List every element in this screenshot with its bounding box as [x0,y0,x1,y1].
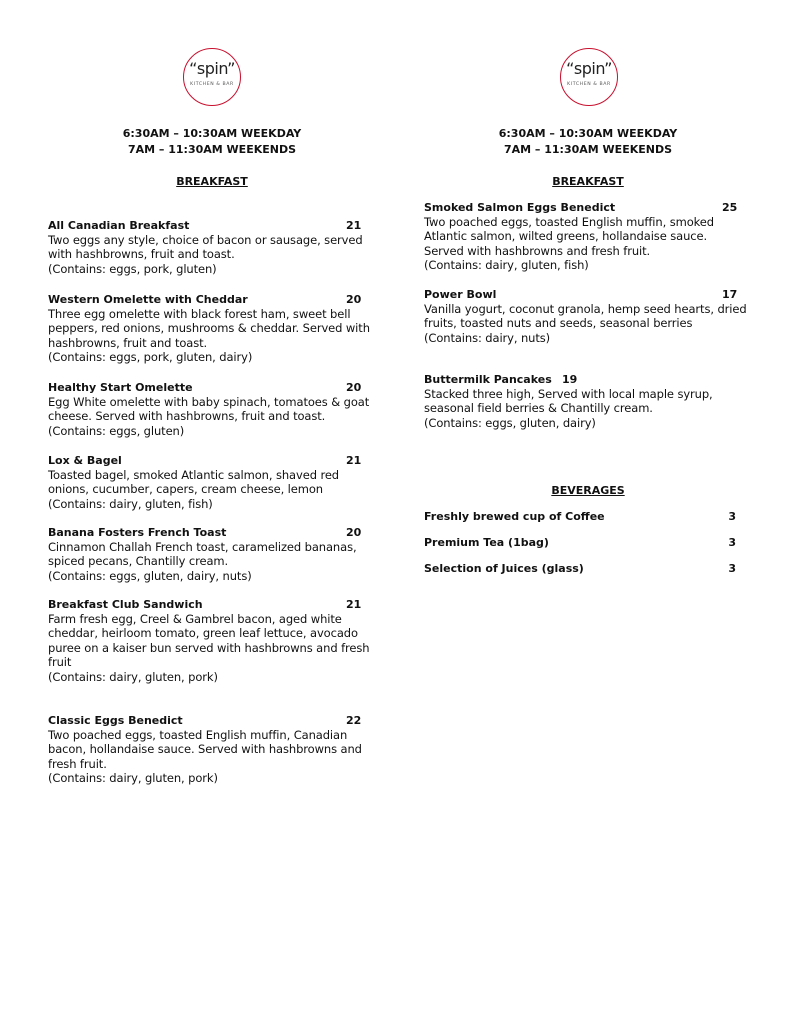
item-price: 21 [346,454,362,467]
item-desc: Two poached eggs, toasted English muffin, smoked Atlantic salmon, wilted greens, hollandaise sauce. Served with hashbrowns and fresh fruit. (Contains: dairy, gluten, fish) [424,215,714,273]
item-name: Banana Fosters French Toast [48,526,227,539]
menu-item [48,714,378,786]
item-name: All Canadian Breakfast [48,219,190,232]
section-breakfast-right: BREAKFAST [552,175,624,188]
item-name: Lox & Bagel [48,454,122,467]
item-name: Smoked Salmon Eggs Benedict [424,201,616,214]
hours-left [92,126,332,158]
beverage-row [424,510,736,523]
item-desc: Farm fresh egg, Creel & Gambrel bacon, aged white cheddar, heirloom tomato, green leaf lettuce, avocado puree on a kaiser bun served with hashbrowns and fresh fruit (Contains: dairy, gluten, pork) [48,612,370,684]
item-desc: Vanilla yogurt, coconut granola, hemp seed hearts, dried fruits, toasted nuts and seeds, seasonal berries (Contains: dairy, nuts) [424,302,747,345]
item-desc: Toasted bagel, smoked Atlantic salmon, shaved red onions, cucumber, capers, cream cheese, lemon (Contains: dairy, gluten, fish) [48,468,339,511]
menu-item [48,526,378,583]
item-desc: Cinnamon Challah French toast, caramelized bananas, spiced pecans, Chantilly cream. (Contains: eggs, gluten, dairy, nuts) [48,540,357,583]
item-desc: Two poached eggs, toasted English muffin, Canadian bacon, hollandaise sauce. Served with hashbrowns and fresh fruit. (Contains: dairy, gluten, pork) [48,728,362,786]
menu-item [424,288,754,345]
item-name: Western Omelette with Cheddar [48,293,248,306]
beverage-row [424,562,736,575]
section-breakfast-left: BREAKFAST [176,175,248,188]
menu-item [48,381,378,438]
item-desc: Three egg omelette with black forest ham, sweet bell peppers, red onions, mushrooms & cheddar. Served with hashbrowns, fruit and toast. (Contains: eggs, pork, gluten, dairy) [48,307,370,365]
menu-item [48,598,378,684]
item-price: 20 [346,381,362,394]
menu-item [48,293,378,365]
item-price: 22 [346,714,362,727]
beverage-price: 3 [728,562,736,575]
beverage-price: 3 [728,510,736,523]
item-name: Healthy Start Omelette [48,381,193,394]
hours-weekend: 7AM – 11:30AM WEEKENDS [127,143,297,156]
hours-right [468,126,708,158]
beverage-row [424,536,736,549]
item-name: Power Bowl [424,288,497,301]
item-name: Classic Eggs Benedict [48,714,183,727]
logo-word: “spin” [189,59,235,78]
item-price: 20 [346,526,362,539]
item-name: Breakfast Club Sandwich [48,598,203,611]
logo-subtitle: KITCHEN & BAR [567,82,611,87]
menu-item [48,219,378,276]
menu-item [424,373,754,430]
logo-word: “spin” [566,59,612,78]
item-price: 25 [722,201,738,214]
spin-logo-left [183,48,241,106]
beverage-name: Freshly brewed cup of Coffee [424,510,605,523]
spin-logo-right [560,48,618,106]
item-name: Buttermilk Pancakes [424,373,552,386]
item-price: 19 [562,373,578,386]
item-price: 17 [722,288,738,301]
hours-weekday: 6:30AM – 10:30AM WEEKDAY [122,127,302,140]
hours-weekend: 7AM – 11:30AM WEEKENDS [503,143,673,156]
item-desc: Egg White omelette with baby spinach, tomatoes & goat cheese. Served with hashbrowns, fruit and toast. (Contains: eggs, gluten) [48,395,370,438]
section-beverages: BEVERAGES [551,484,625,497]
item-price: 20 [346,293,362,306]
item-price: 21 [346,219,362,232]
beverage-name: Premium Tea (1bag) [424,536,549,549]
beverage-name: Selection of Juices (glass) [424,562,584,575]
hours-weekday: 6:30AM – 10:30AM WEEKDAY [498,127,678,140]
item-desc: Two eggs any style, choice of bacon or sausage, served with hashbrowns, fruit and toast. (Contains: eggs, pork, gluten) [48,233,363,276]
item-price: 21 [346,598,362,611]
beverage-price: 3 [728,536,736,549]
item-desc: Stacked three high, Served with local maple syrup, seasonal field berries & Chantilly cream. (Contains: eggs, gluten, dairy) [424,387,713,430]
logo-subtitle: KITCHEN & BAR [190,82,234,87]
menu-item [48,454,378,511]
menu-item [424,201,754,273]
